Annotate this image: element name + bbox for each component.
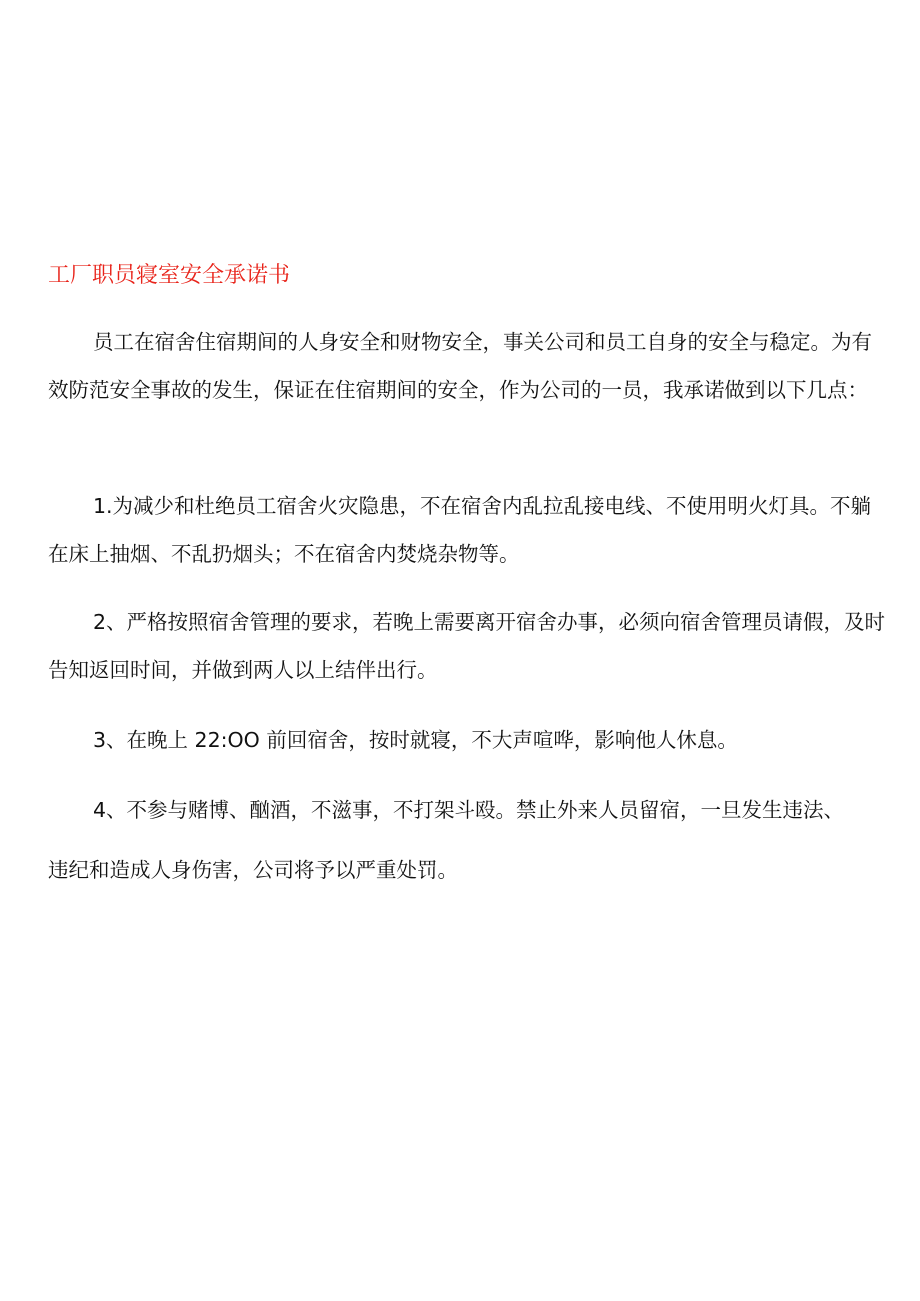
commitment-item-4: 4、不参与赌博、酗酒，不滋事，不打架斗殴。禁止外来人员留宿，一旦发生违法、违纪和造成人身伤害，公司将予以严重处罚。 (48, 798, 845, 882)
document-title: 工厂职员寝室安全承诺书 (48, 263, 291, 288)
commitment-item-1: 1.为减少和杜绝员工宿舍火灾隐患，不在宿舍内乱拉乱接电线、不使用明火灯具。不躺在床上抽烟、不乱扔烟头；不在宿舍内焚烧杂物等。 (48, 494, 872, 566)
intro-paragraph: 员工在宿舍住宿期间的人身安全和财物安全，事关公司和员工自身的安全与稳定。为有效防范安全事故的发生，保证在住宿期间的安全，作为公司的一员，我承诺做到以下几点： (48, 330, 872, 402)
commitment-item-2: 2、严格按照宿舍管理的要求，若晚上需要离开宿舍办事，必须向宿舍管理员请假，及时告知返回时间，并做到两人以上结伴出行。 (48, 610, 886, 682)
commitment-item-3: 3、在晚上 22:OO 前回宿舍，按时就寝，不大声喧哗，影响他人休息。 (93, 728, 738, 752)
